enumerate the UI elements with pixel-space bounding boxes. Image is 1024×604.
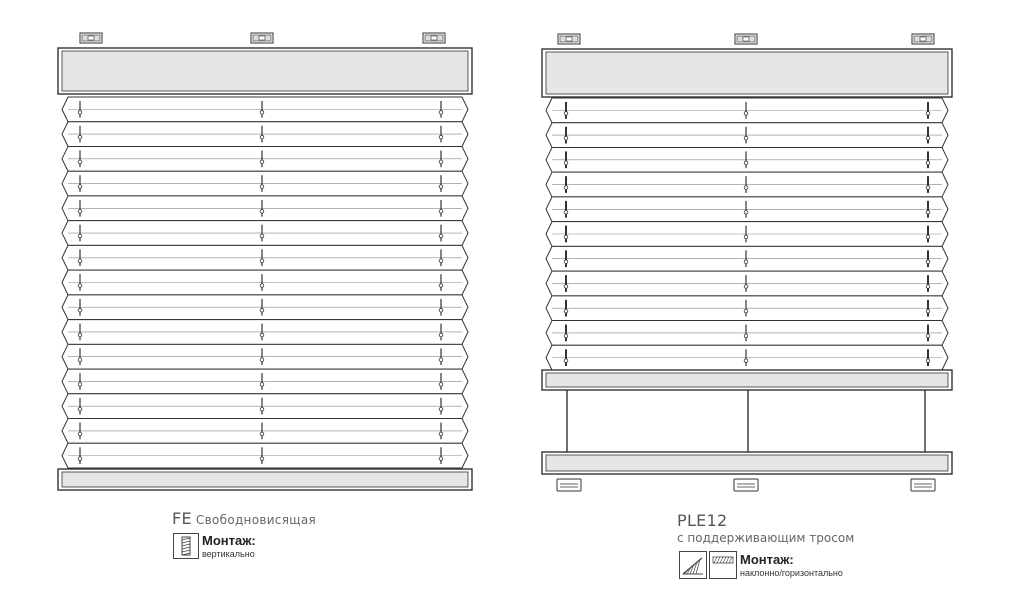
pleat-row [546, 222, 948, 247]
blind-ple12-drawing [542, 34, 952, 491]
fe-caption [172, 509, 316, 528]
mounting-bracket [558, 34, 580, 44]
pleat-row [546, 123, 948, 148]
pleat-row [546, 271, 948, 296]
pleat-row [62, 419, 468, 444]
pleat-row [62, 97, 468, 122]
head-rail [542, 49, 952, 97]
head-rail [58, 48, 472, 94]
pleat-row [546, 197, 948, 222]
fe-model-name: FE [172, 509, 192, 528]
blind-fe-drawing [58, 33, 472, 490]
fe-description: Свободновисящая [195, 513, 317, 527]
pleat-row [546, 345, 948, 370]
pleat-row [62, 171, 468, 196]
ple-description: с поддерживающим тросом [677, 531, 855, 545]
pleat-row [546, 147, 948, 172]
horizontal-mount-icon [709, 551, 737, 579]
mounting-bracket [423, 33, 445, 43]
vertical-mount-icon [173, 533, 199, 559]
cord-holder [911, 479, 935, 491]
pleat-row [62, 221, 468, 246]
pleat-row [62, 122, 468, 147]
pleat-row [546, 296, 948, 321]
mounting-bracket [735, 34, 757, 44]
pleat-row [62, 344, 468, 369]
pleat-row [62, 369, 468, 394]
pleat-row [62, 295, 468, 320]
cord-holder [734, 479, 758, 491]
ple-mount-value: наклонно/горизонтально [740, 568, 843, 578]
pleat-row [546, 246, 948, 271]
mounting-bracket [251, 33, 273, 43]
mounting-bracket [80, 33, 102, 43]
pleat-row [62, 443, 468, 468]
ple-mount-title: Монтаж: [740, 552, 794, 567]
pleat-row [62, 245, 468, 270]
pleat-row [546, 321, 948, 346]
bottom-rail [542, 452, 952, 474]
pleat-row [62, 320, 468, 345]
pleat-row [546, 98, 948, 123]
middle-rail [542, 370, 952, 390]
pleat-row [62, 146, 468, 171]
fe-mount-title: Монтаж: [202, 533, 256, 548]
pleat-row [546, 172, 948, 197]
cord-holder [557, 479, 581, 491]
inclined-mount-icon [679, 551, 707, 579]
bottom-rail [58, 469, 472, 490]
mounting-bracket [912, 34, 934, 44]
ple-model-name: PLE12 [677, 511, 728, 530]
pleat-row [62, 270, 468, 295]
fe-mount-value: вертикально [202, 549, 255, 559]
pleat-row [62, 394, 468, 419]
pleat-row [62, 196, 468, 221]
